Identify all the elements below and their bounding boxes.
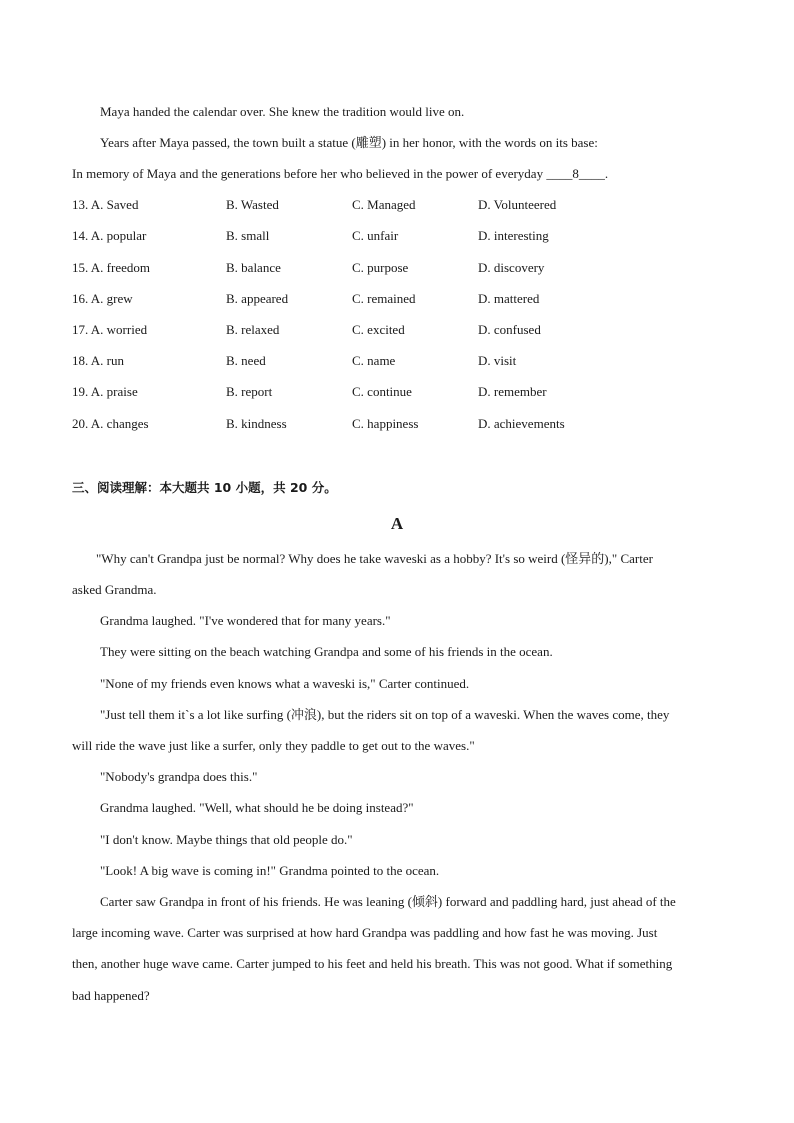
option-a: 15. A. freedom — [72, 260, 150, 275]
section-heading: 三、阅读理解：本大题共 10 小题，共 20 分。 — [72, 480, 337, 495]
option-a: 16. A. grew — [72, 291, 133, 306]
option-b: B. report — [226, 384, 273, 399]
option-a: 14. A. popular — [72, 228, 147, 243]
option-a: 20. A. changes — [72, 416, 149, 431]
option-d: D. confused — [478, 322, 541, 337]
passage-line: will ride the wave just like a surfer, only they paddle to get out to the waves." — [72, 738, 475, 753]
option-c: C. remained — [352, 291, 416, 306]
option-row — [72, 195, 672, 215]
option-d: D. interesting — [478, 228, 549, 243]
option-b: B. Wasted — [226, 197, 279, 212]
passage-line: "I don't know. Maybe things that old people do." — [100, 832, 353, 847]
passage-line: "Nobody's grandpa does this." — [100, 769, 258, 784]
option-d: D. discovery — [478, 260, 545, 275]
option-b: B. need — [226, 353, 266, 368]
option-row — [72, 258, 672, 278]
option-c: C. purpose — [352, 260, 409, 275]
passage-line: asked Grandma. — [72, 582, 157, 597]
option-d: D. Volunteered — [478, 197, 557, 212]
passage-line: "Why can't Grandpa just be normal? Why does he take waveski as a hobby? It's so weird (怪异的)," Carter — [96, 551, 653, 566]
option-b: B. balance — [226, 260, 281, 275]
option-row — [72, 226, 672, 246]
option-a: 19. A. praise — [72, 384, 138, 399]
option-d: D. visit — [478, 353, 517, 368]
passage-line: "Look! A big wave is coming in!" Grandma pointed to the ocean. — [100, 863, 440, 878]
option-b: B. relaxed — [226, 322, 280, 337]
option-d: D. achievements — [478, 416, 565, 431]
intro-paragraph: Maya handed the calendar over. She knew the tradition would live on. — [100, 104, 465, 119]
passage-line: bad happened? — [72, 988, 150, 1003]
option-a: 18. A. run — [72, 353, 124, 368]
option-d: D. mattered — [478, 291, 540, 306]
passage-line: large incoming wave. Carter was surprised at how hard Grandpa was paddling and how fast he was moving. Just — [72, 925, 658, 940]
option-c: C. Managed — [352, 197, 416, 212]
option-row — [72, 320, 672, 340]
passage-line: Carter saw Grandpa in front of his friends. He was leaning (倾斜) forward and paddling hard, just ahead of the — [100, 894, 676, 909]
passage-line: then, another huge wave came. Carter jumped to his feet and held his breath. This was not good. What if something — [72, 956, 673, 971]
option-c: C. unfair — [352, 228, 399, 243]
intro-paragraph: Years after Maya passed, the town built a statue (雕塑) in her honor, with the words on its base: — [100, 135, 598, 150]
option-row — [72, 382, 672, 402]
option-c: C. excited — [352, 322, 405, 337]
passage-line: Grandma laughed. "I've wondered that for many years." — [100, 613, 391, 628]
option-a: 17. A. worried — [72, 322, 148, 337]
option-b: B. kindness — [226, 416, 287, 431]
option-b: B. small — [226, 228, 270, 243]
option-a: 13. A. Saved — [72, 197, 139, 212]
passage-line: "None of my friends even knows what a waveski is," Carter continued. — [100, 676, 470, 691]
passage-line: They were sitting on the beach watching Grandpa and some of his friends in the ocean. — [100, 644, 553, 659]
option-row — [72, 351, 672, 371]
intro-paragraph: In memory of Maya and the generations before her who believed in the power of everyday ____8____. — [72, 166, 609, 181]
passage-line: Grandma laughed. "Well, what should he be doing instead?" — [100, 800, 414, 815]
option-row — [72, 289, 672, 309]
option-row — [72, 414, 672, 434]
option-c: C. happiness — [352, 416, 419, 431]
passage-title: A — [390, 514, 404, 533]
passage-line: "Just tell them it`s a lot like surfing (冲浪), but the riders sit on top of a waveski. When the waves come, they — [100, 707, 670, 722]
option-b: B. appeared — [226, 291, 289, 306]
option-c: C. name — [352, 353, 396, 368]
option-d: D. remember — [478, 384, 547, 399]
option-c: C. continue — [352, 384, 412, 399]
